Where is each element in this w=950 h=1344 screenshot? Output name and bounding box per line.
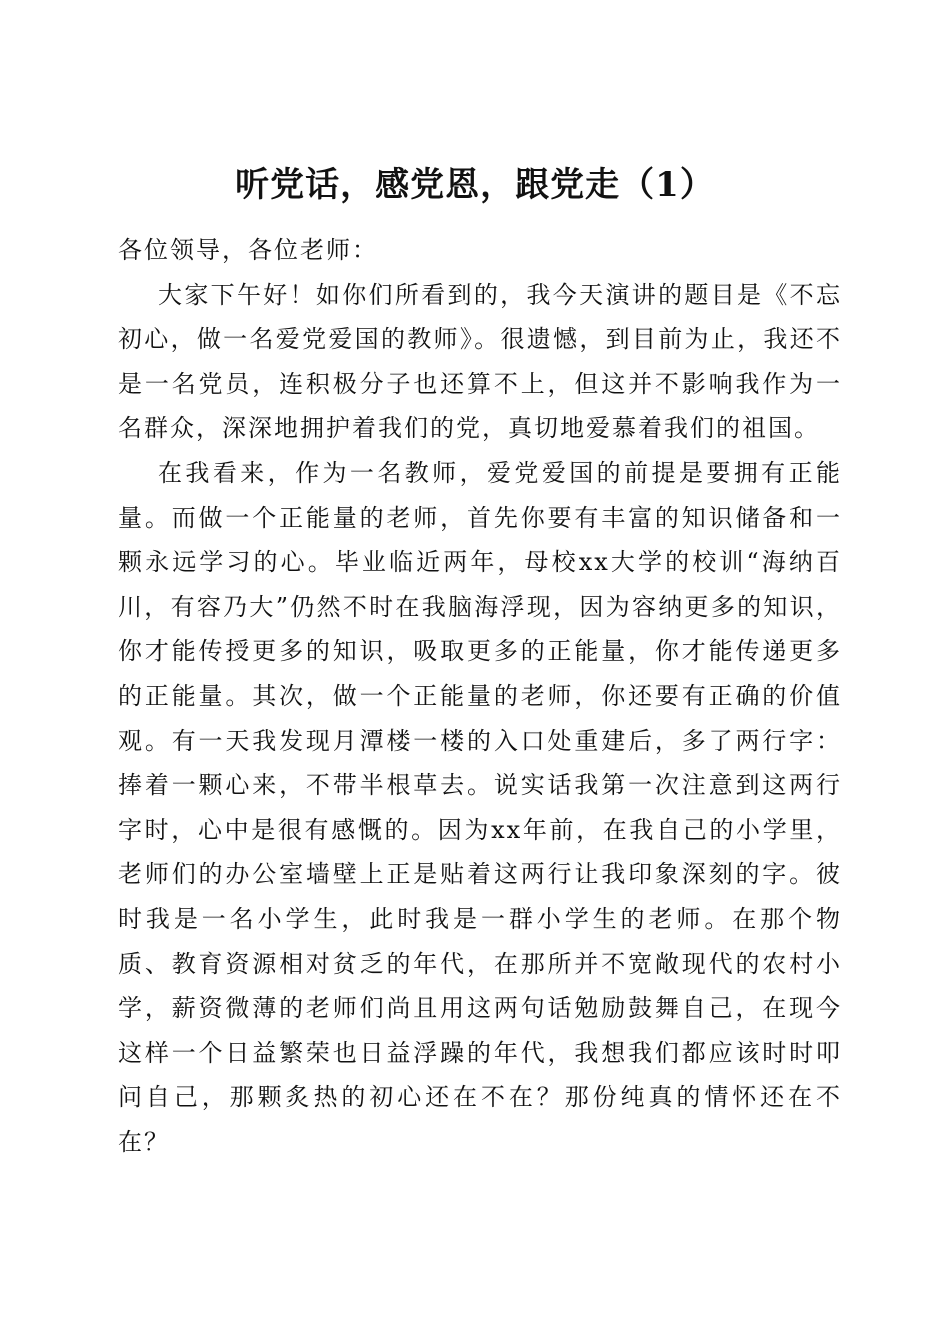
document-title: 听党话，感党恩，跟党走（1） <box>235 164 715 205</box>
paragraph-greeting: 大家下午好！如你们所看到的，我今天演讲的题目是《不忘初心，做一名爱党爱国的教师》。很遗憾，到目前为止，我还不是一名党员，连积极分子也还算不上，但这并不影响我作为一名群众，深深地拥护着我们的党，真切地爱慕着我们的祖国。 <box>118 280 842 443</box>
document-body <box>118 228 842 1164</box>
salutation: 各位领导，各位老师： <box>118 236 378 264</box>
paragraph-main: 在我看来，作为一名教师，爱党爱国的前提是要拥有正能量。而做一个正能量的老师，首先你要有丰富的知识储备和一颗永远学习的心。毕业临近两年，母校xx大学的校训“海纳百川，有容乃大”仍然不时在我脑海浮现，因为容纳更多的知识，你才能传授更多的知识，吸取更多的正能量，你才能传递更多的正能量。其次，做一个正能量的老师，你还要有正确的价值观。有一天我发现月潭楼一楼的入口处重建后，多了两行字：捧着一颗心来，不带半根草去。说实话我第一次注意到这两行字时，心中是很有感慨的。因为xx年前，在我自己的小学里，老师们的办公室墙壁上正是贴着这两行让我印象深刻的字。彼时我是一名小学生，此时我是一群小学生的老师。在那个物质、教育资源相对贫乏的年代，在那所并不宽敞现代的农村小学，薪资微薄的老师们尚且用这两句话勉励鼓舞自己，在现今这样一个日益繁荣也日益浮躁的年代，我想我们都应该时时叩问自己，那颗炙热的初心还在不在？那份纯真的情怀还在不在？ <box>118 458 842 1156</box>
